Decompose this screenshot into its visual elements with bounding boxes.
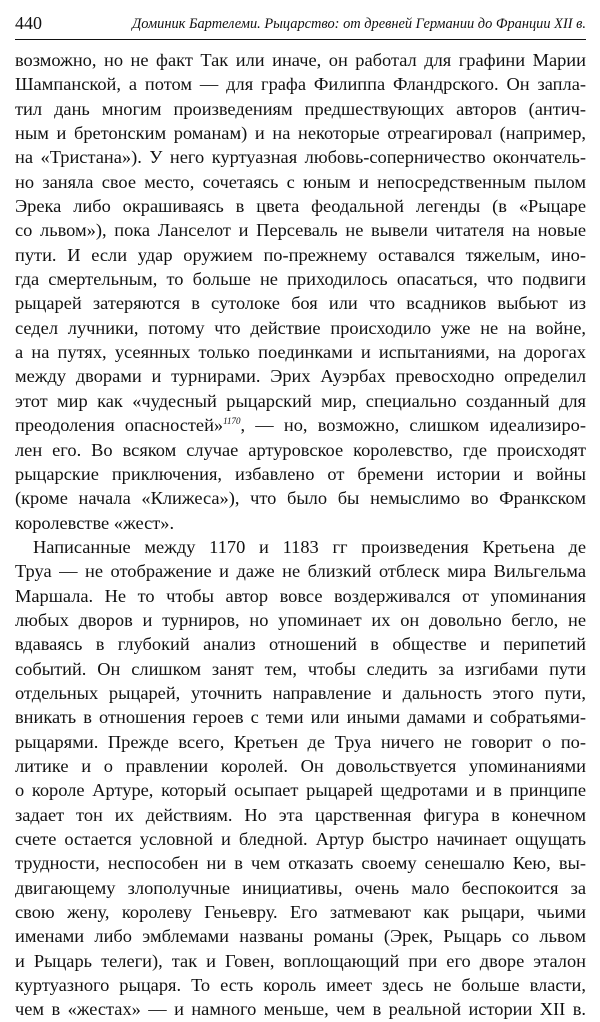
text-line: трудности, неспособен ни в чем отказать своему сенешалю Кею, вы- <box>15 853 586 874</box>
text-line: Маршала. Не то чтобы автор вовсе воздерживался от упоминания <box>15 585 586 606</box>
text-line: седел лучники, потому что действие происходило уже не на войне, <box>15 317 586 338</box>
text-line: чем в «жестах» — и намного меньше, чем в реальной истории XII в. <box>15 999 586 1020</box>
text-line: Шампанской, а потом — для графа Филиппа Фландрского. Он запла- <box>15 74 586 95</box>
text-line: и Рыцарь телеги), так и Говен, воплощающий при его дворе эталон <box>15 950 586 971</box>
text-line: именами либо эмблемами названы романы (Эрек, Рыцарь со львом <box>15 926 586 947</box>
page-number: 440 <box>15 13 42 33</box>
text-line: лен его. Во всяком случае артуровское королевство, где происходят <box>15 439 586 460</box>
text-line: со львом»), пока Ланселот и Персеваль не вывели читателя на новые <box>15 220 586 241</box>
text-line: ным и бретонским романам) и на некоторые отреагировал (например, <box>15 123 586 144</box>
text-line: вникать в отношения героев с теми или иными дамами и собратьями- <box>15 707 586 728</box>
text-line: двигающему злополучные инициативы, очень мало беспокоится за <box>15 877 586 898</box>
page-header <box>15 9 586 40</box>
text-line: но заняла свое место, сочетаясь с юным и непосредственным пылом <box>15 171 586 192</box>
paragraph-start-line: Написанные между 1170 и 1183 гг произведения Кретьена де <box>33 536 586 557</box>
text-segment: преодоления опасностей» <box>15 415 224 436</box>
text-line: гда смертельным, то больше не приходилось опасаться, что подвиги <box>15 269 586 290</box>
running-title: Доминик Бартелеми. Рыцарство: от древней Германии до Франции XII в. <box>132 16 586 32</box>
text-line: событий. Он слишком занят тем, чтобы следить за изгибами пути <box>15 658 586 679</box>
text-line: любых дворов и турниров, но упоминает их он довольно бегло, не <box>15 609 586 630</box>
text-line: литике и о правлении королей. Он довольствуется упоминаниями <box>15 755 586 776</box>
text-line: рыцарские приключения, избавлено от бремени истории и войны <box>15 463 586 484</box>
text-line: отдельных рыцарей, уточнить направление и дальность этого пути, <box>15 682 586 703</box>
text-line: о короле Артуре, который осыпает рыцарей щедротами и в принципе <box>15 780 586 801</box>
text-line: Труа — не отображение и даже не близкий отблеск мира Вильгельма <box>15 561 586 582</box>
text-line: тил дань многим произведениям предшествующих авторов (антич- <box>15 98 586 119</box>
text-line: свою жену, королеву Геньевру. Его затмевают как рыцари, чьими <box>15 902 586 923</box>
text-line: рыцарей затеряются в сутолоке боя или что всадников выбьют из <box>15 293 586 314</box>
text-line: куртуазного рыцаря. То есть король имеет здесь не больше власти, <box>15 975 586 996</box>
text-line: счете остается условной и бледной. Артур быстро начинает ощущать <box>15 829 586 849</box>
text-line: вдаваясь в глубокий анализ отношений в обществе и перипетий <box>15 634 586 655</box>
text-line: королевстве «жест». <box>15 512 175 533</box>
text-line: Эрека либо окрашиваясь в цвета феодальной легенды (в «Рыцаре <box>15 196 586 217</box>
text-line: возможно, но не факт Так или иначе, он работал для графини Марии <box>15 50 586 70</box>
text-line: задает тон их действиям. Но эта царственная фигура в конечном <box>15 804 586 825</box>
text-line: пути. И если удар оружием по-прежнему оставался тяжелым, ино- <box>15 244 586 265</box>
text-line: (кроме начала «Клижеса»), что было бы немыслимо во Франкском <box>15 488 586 509</box>
text-line: рыцарями. Прежде всего, Кретьен де Труа ничего не говорит о по- <box>15 731 586 752</box>
body-text <box>15 48 586 1022</box>
text-segment: , — но, возможно, слишком идеализиро- <box>240 415 586 436</box>
text-line: а на путях, усеянных только поединками и испытаниями, на дорогах <box>15 342 586 363</box>
text-line: на «Тристана»). У него куртуазная любовь-соперничество окончатель- <box>15 147 586 168</box>
text-line: между дворами и турнирами. Эрих Ауэрбах превосходно определил <box>15 366 586 387</box>
footnote-marker[interactable]: 1170 <box>223 416 241 427</box>
text-line-with-footnote <box>15 413 586 437</box>
text-line: этот мир как «чудесный рыцарский мир, специально созданный для <box>15 390 586 411</box>
